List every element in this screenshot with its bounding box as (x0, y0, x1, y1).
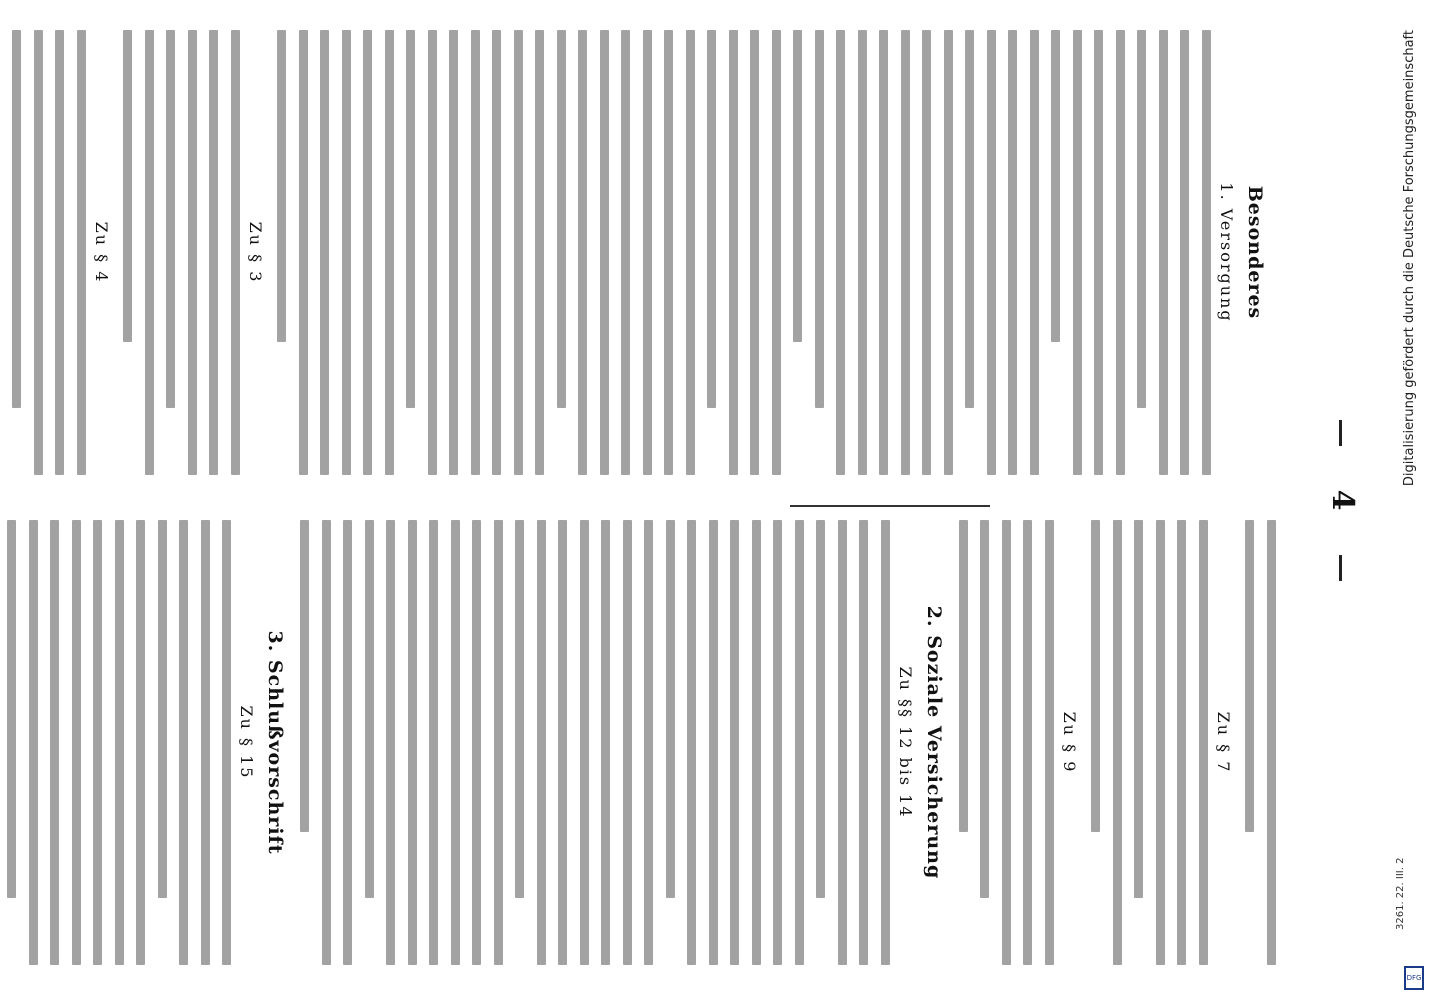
text-line (13, 30, 22, 408)
text-line (278, 30, 287, 342)
paragraph-heading: Zu § 7 (1214, 711, 1233, 774)
page-number: 4 (1325, 489, 1360, 511)
text-line (407, 30, 416, 408)
page-number-dash-right (1339, 555, 1342, 581)
illegible-text-block (1092, 520, 1209, 965)
text-line (557, 30, 566, 408)
text-line (729, 30, 738, 475)
text-line (145, 30, 154, 475)
paragraph-subheading: Zu §§ 12 bis 14 (896, 666, 915, 819)
text-line (450, 30, 459, 475)
text-line (473, 520, 482, 965)
text-line (686, 30, 695, 475)
text-line (1030, 30, 1039, 475)
text-line (1135, 520, 1144, 898)
text-line (1095, 30, 1104, 475)
paragraph-heading: Zu § 9 (1060, 711, 1079, 774)
text-line (471, 30, 480, 475)
text-line (688, 520, 697, 965)
text-line (1246, 520, 1255, 832)
text-line (514, 30, 523, 475)
text-line (1156, 520, 1165, 965)
column-divider (790, 505, 990, 507)
illegible-text-block (0, 30, 86, 475)
text-line (321, 30, 330, 475)
left-column (40, 30, 1280, 475)
text-line (666, 520, 675, 898)
text-line (1009, 30, 1018, 475)
illegible-text-block (0, 520, 232, 965)
text-line (77, 30, 86, 475)
illegible-text-block (959, 520, 1054, 965)
text-line (94, 520, 103, 965)
text-line (731, 520, 740, 965)
text-line (643, 30, 652, 475)
text-line (1267, 520, 1276, 965)
text-line (385, 30, 394, 475)
text-line (1159, 30, 1168, 475)
text-line (364, 30, 373, 475)
text-line (1024, 520, 1033, 965)
text-line (428, 30, 437, 475)
text-line (981, 520, 990, 898)
text-line (1138, 30, 1147, 408)
text-line (494, 520, 503, 965)
archive-signature-text: 3261. 22. III. 2 (1395, 857, 1406, 930)
illegible-text-block (794, 30, 1040, 475)
text-line (559, 520, 568, 965)
paragraph-heading: Zu § 4 (92, 221, 111, 284)
text-line (180, 520, 189, 965)
text-line (167, 30, 176, 408)
text-line (901, 30, 910, 475)
text-line (430, 520, 439, 965)
text-line (51, 520, 60, 965)
text-line (536, 30, 545, 475)
text-line (580, 520, 589, 965)
page-number-dash-left (1339, 420, 1342, 446)
paragraph-subheading: Zu § 15 (237, 705, 257, 780)
text-line (1002, 520, 1011, 965)
text-line (210, 30, 219, 475)
illegible-text-block (124, 30, 241, 475)
text-line (1178, 520, 1187, 965)
text-line (923, 30, 932, 475)
text-line (579, 30, 588, 475)
text-line (493, 30, 502, 475)
text-line (1073, 30, 1082, 475)
text-line (838, 520, 847, 965)
text-line (1092, 520, 1101, 832)
illegible-text-block (1052, 30, 1212, 475)
text-line (709, 520, 718, 965)
text-line (537, 520, 546, 965)
text-line (881, 520, 890, 965)
text-line (301, 520, 310, 832)
text-line (387, 520, 396, 965)
text-line (29, 520, 38, 965)
text-line (188, 30, 197, 475)
text-line (987, 30, 996, 475)
text-line (201, 520, 210, 965)
text-line (623, 520, 632, 965)
text-line (815, 30, 824, 408)
text-line (1199, 520, 1208, 965)
text-line (344, 520, 353, 965)
paragraph-heading: Zu § 3 (246, 221, 265, 284)
text-line (56, 30, 65, 475)
text-line (858, 30, 867, 475)
illegible-text-block (278, 30, 782, 475)
text-line (837, 30, 846, 475)
text-line (959, 520, 968, 832)
text-line (158, 520, 167, 898)
text-line (408, 520, 417, 965)
text-line (72, 520, 81, 965)
text-line (1202, 30, 1211, 475)
text-line (708, 30, 717, 408)
paragraph-heading: 2. Soziale Versicherung (923, 605, 945, 880)
text-line (794, 30, 803, 342)
section-subheading: 1. Versorgung (1217, 182, 1236, 323)
text-line (223, 520, 232, 965)
text-line (1116, 30, 1125, 475)
text-line (602, 520, 611, 965)
illegible-text-block (1246, 520, 1277, 965)
text-line (600, 30, 609, 475)
text-line (1045, 520, 1054, 965)
text-line (772, 30, 781, 475)
text-line (622, 30, 631, 475)
digitization-caption-text: Digitalisierung gefördert durch die Deutsche Forschungsgemeinschaft (1402, 30, 1417, 487)
text-line (752, 520, 761, 965)
text-line (365, 520, 374, 898)
text-line (880, 30, 889, 475)
right-column (40, 520, 1280, 965)
text-line (115, 520, 124, 965)
text-line (451, 520, 460, 965)
dfg-logo: DFG (1404, 966, 1424, 990)
text-line (34, 30, 43, 475)
text-line (8, 520, 17, 898)
text-line (1052, 30, 1061, 342)
text-line (231, 30, 240, 475)
text-line (860, 520, 869, 965)
text-line (795, 520, 804, 965)
text-line (342, 30, 351, 475)
text-line (751, 30, 760, 475)
text-line (817, 520, 826, 898)
text-line (322, 520, 331, 965)
archive-signature (1388, 840, 1410, 930)
text-line (299, 30, 308, 475)
text-line (124, 30, 133, 342)
text-line (645, 520, 654, 965)
section-heading: Besonderes (1244, 185, 1266, 320)
text-line (137, 520, 146, 965)
text-line (1113, 520, 1122, 965)
text-line (944, 30, 953, 475)
text-line (1181, 30, 1190, 475)
paragraph-heading: 3. Schlußvorschrift (264, 630, 287, 855)
text-line (966, 30, 975, 408)
illegible-text-block (301, 520, 891, 965)
text-line (774, 520, 783, 965)
text-line (665, 30, 674, 475)
text-line (516, 520, 525, 898)
